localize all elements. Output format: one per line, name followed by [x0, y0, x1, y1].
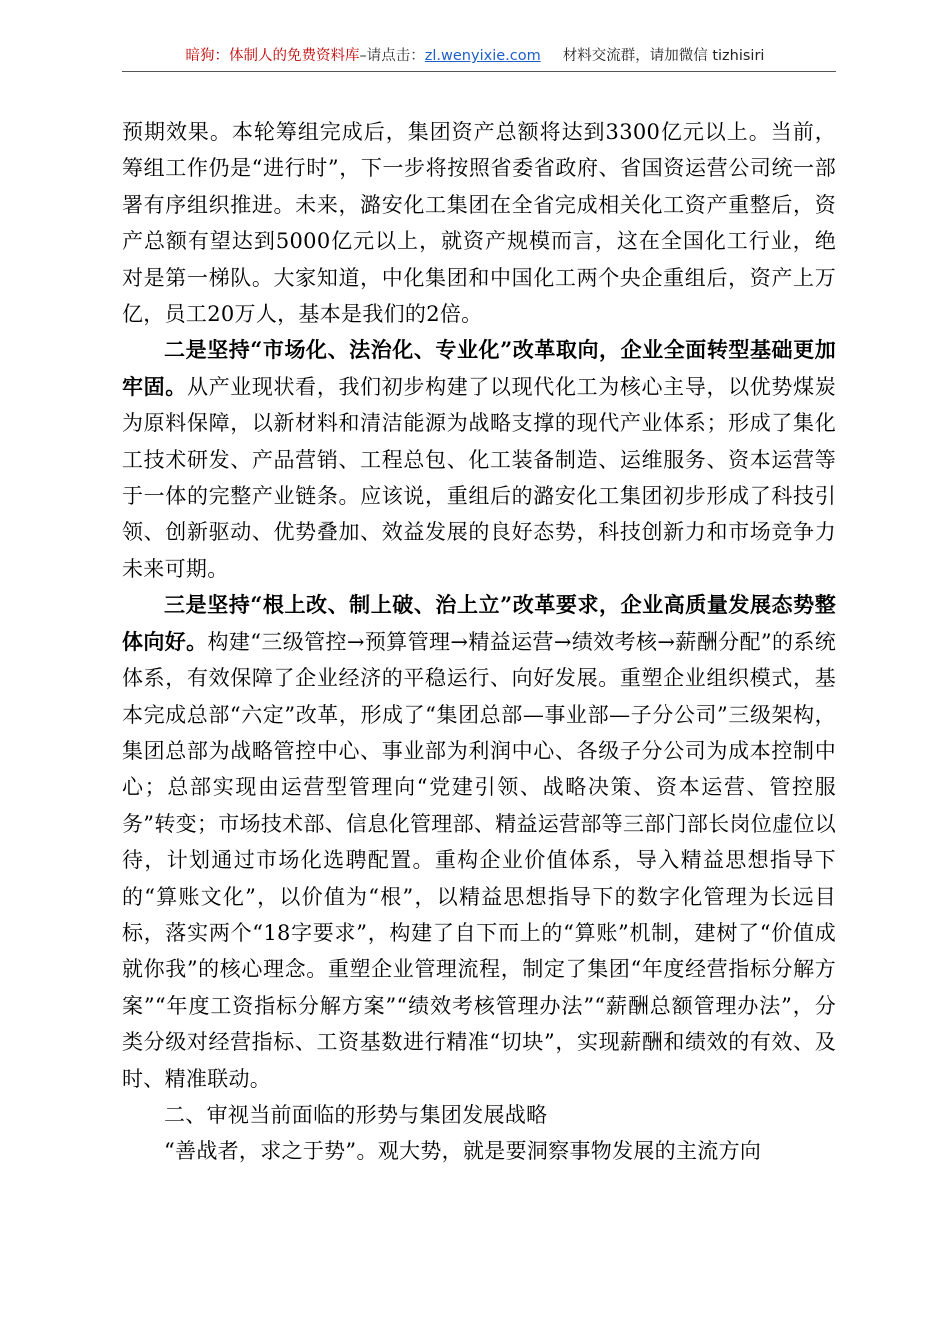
header-link[interactable]: zl.wenyixie.com: [424, 48, 541, 64]
header-divider: [122, 71, 836, 72]
paragraph-2: [122, 332, 836, 587]
paragraph-2-lead: 二是坚持“市场化、法治化、专业化”改革取向，企业全面转型基础更加牢固。: [122, 337, 836, 399]
paragraph-4: “善战者，求之于势”。观大势，就是要洞察事物发展的主流方向: [164, 1139, 762, 1164]
paragraph-1: 预期效果。本轮筹组完成后，集团资产总额将达到3300亿元以上。当前，筹组工作仍是“进行时”，下一步将按照省委省政府、省国资运营公司统一部署有序组织推进。未来，潞安化工集团在全省完成相关化工资产重整后，资产总额有望达到5000亿元以上，就资产规模而言，这在全国化工行业，绝对是第一梯队。大家知道，中化集团和中国化工两个央企重组后，资产上万亿，员工20万人，基本是我们的2倍。: [122, 120, 836, 327]
header-wechat: 材料交流群，请加微信 tizhisiri: [562, 48, 765, 64]
paragraph-3-text: 构建“三级管控→预算管理→精益运营→绩效考核→薪酬分配”的系统体系，有效保障了企业经济的平稳运行、向好发展。重塑企业组织模式，基本完成总部“六定”改革，形成了“集团总部—事业部—子分公司”三级架构，集团总部为战略管控中心、事业部为利润中心、各级子分公司为成本控制中心；总部实现由运营型管理向“党建引领、战略决策、资本运营、管控服务”转变；市场技术部、信息化管理部、精益运营部等三部门部长岗位虚位以待，计划通过市场化选聘配置。重构企业价值体系，导入精益思想指导下的“算账文化”，以价值为“根”，以精益思想指导下的数字化管理为长远目标，落实两个“18字要求”，构建了自下而上的“算账”机制，建树了“价值成就你我”的核心理念。重塑企业管理流程，制定了集团“年度经营指标分解方案”“年度工资指标分解方案”“绩效考核管理办法”“薪酬总额管理办法”，分类分级对经营指标、工资基数进行精准“切块”，实现薪酬和绩效的有效、及时、精准联动。: [122, 629, 836, 1091]
document-body: [122, 114, 836, 1170]
header-click-prefix: –请点击：: [359, 48, 425, 64]
paragraph-3-lead: 三是坚持“根上改、制上破、治上立”改革要求，企业高质量发展态势整体向好。: [122, 592, 836, 654]
paragraph-3: [122, 587, 836, 1097]
paragraph-2-text: 从产业现状看，我们初步构建了以现代化工为核心主导，以优势煤炭为原料保障，以新材料和清洁能源为战略支撑的现代产业体系；形成了集化工技术研发、产品营销、工程总包、化工装备制造、运维服务、资本运营等于一体的完整产业链条。应该说，重组后的潞安化工集团初步形成了科技引领、创新驱动、优势叠加、效益发展的良好态势，科技创新力和市场竞争力未来可期。: [122, 374, 837, 581]
section-heading: 二、审视当前面临的形势与集团发展战略: [164, 1102, 548, 1127]
header-brand: 暗狗：体制人的免费资料库: [185, 48, 360, 64]
page-header: [0, 46, 950, 66]
